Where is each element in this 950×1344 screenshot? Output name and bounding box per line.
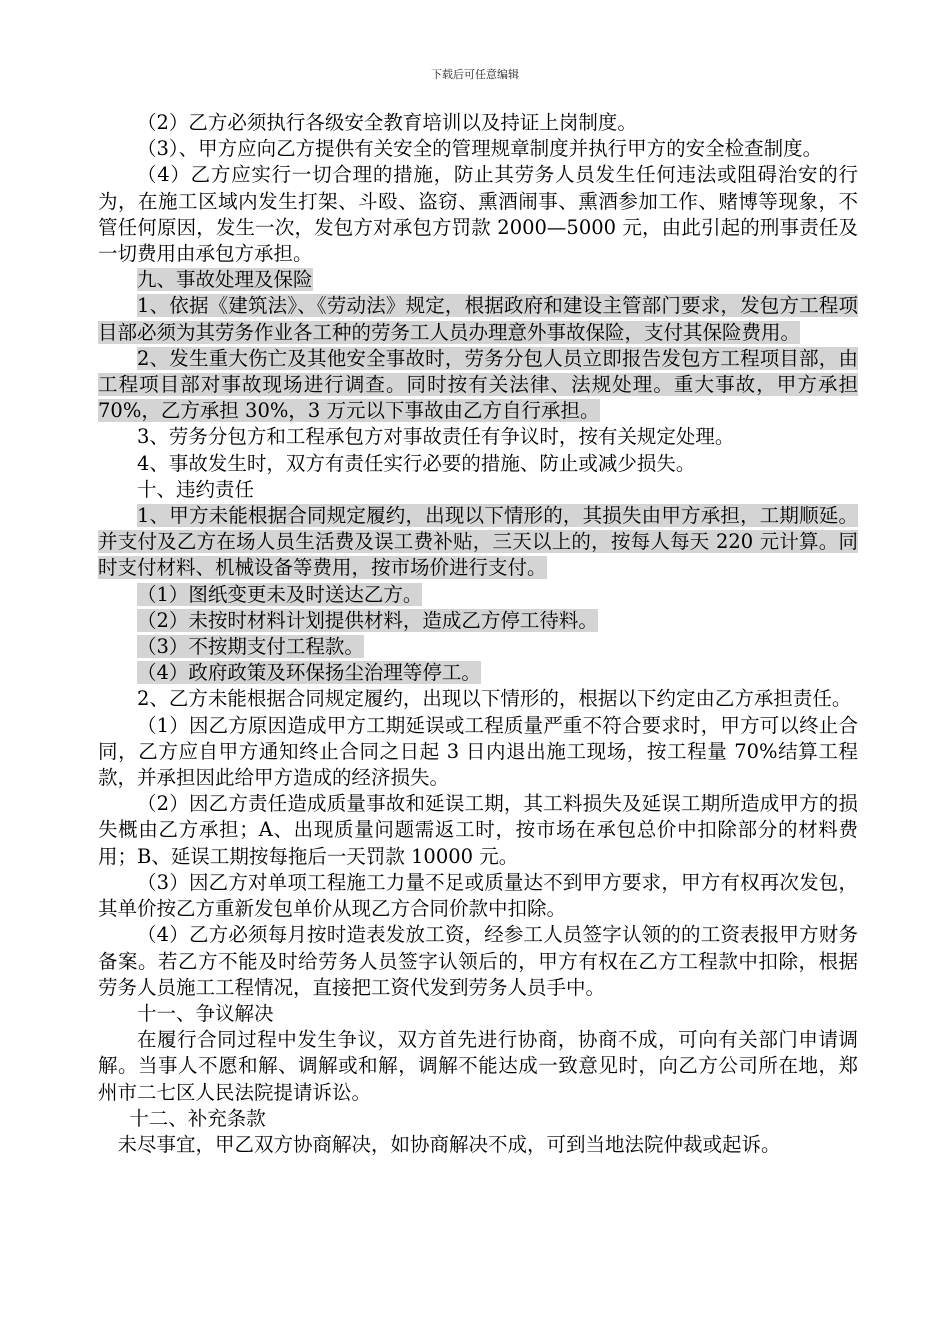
page-header: 下载后可任意编辑 [431, 68, 519, 81]
list-item-materials [98, 608, 858, 634]
paragraph-safety-rules [98, 136, 858, 162]
paragraph-quality-delay [98, 791, 858, 870]
section-heading-accident [98, 267, 858, 293]
document-body [98, 110, 858, 1158]
list-item-payment [98, 634, 858, 660]
paragraph-text: （4）乙方应实行一切合理的措施，防止其劳务人员发生任何违法或阻碍治安的行为，在施工区域内发生打架、斗殴、盗窃、熏酒闹事、熏酒参加工作、赌博等现象，不管任何原因，发生一次，发包方对承包方罚款 2000—5000 元，由此引起的刑事责任及一切费用由承包方承担。 [98, 163, 858, 266]
section-heading-supplementary [98, 1106, 858, 1132]
paragraph-loss-prevention [98, 451, 858, 477]
paragraph-party-a-breach [98, 503, 858, 582]
heading-text: 九、事故处理及保险 [137, 268, 313, 292]
paragraph-major-accident [98, 346, 858, 425]
heading-text: 十、违约责任 [137, 477, 255, 501]
paragraph-public-order [98, 162, 858, 267]
list-item-drawings [98, 582, 858, 608]
paragraph-resubcontract [98, 870, 858, 922]
paragraph-accident-insurance [98, 293, 858, 345]
section-heading-breach [98, 477, 858, 503]
paragraph-text: 1、甲方未能根据合同规定履约，出现以下情形的，其损失由甲方承担，工期顺延。并支付及乙方在场人员生活费及误工费补贴，三天以上的，按每人每天 220 元计算。同时支付材料、机械设备等费用，按市场价进行支付。 [98, 504, 858, 580]
list-item-text: （3）不按期支付工程款。 [137, 635, 364, 659]
paragraph-text: （2）乙方必须执行各级安全教育培训以及持证上岗制度。 [137, 111, 637, 134]
paragraph-wages [98, 922, 858, 1001]
paragraph-safety-training [98, 110, 858, 136]
paragraph-termination [98, 713, 858, 792]
paragraph-text: 2、乙方未能根据合同规定履约，出现以下情形的，根据以下约定由乙方承担责任。 [137, 687, 852, 711]
paragraph-party-b-breach [98, 686, 858, 712]
paragraph-text: 3、劳务分包方和工程承包方对事故责任有争议时，按有关规定处理。 [137, 425, 735, 449]
paragraph-supplementary [98, 1132, 858, 1158]
paragraph-text: （3）因乙方对单项工程施工力量不足或质量达不到甲方要求，甲方有权再次发包，其单价按乙方重新发包单价从现乙方合同价款中扣除。 [98, 870, 858, 921]
paragraph-text: 2、发生重大伤亡及其他安全事故时，劳务分包人员立即报告发包方工程项目部，由工程项目部对事故现场进行调查。同时按有关法律、法规处理。重大事故，甲方承担 70%，乙方承担 30%，3 万元以下事故由乙方自行承担。 [98, 346, 858, 423]
list-item-policy [98, 660, 858, 686]
paragraph-text: 未尽事宜，甲乙双方协商解决，如协商解决不成，可到当地法院仲裁或起诉。 [117, 1132, 781, 1156]
paragraph-text: （4）乙方必须每月按时造表发放工资，经参工人员签字认领的的工资表报甲方财务备案。若乙方不能及时给劳务人员签字认领后的，甲方有权在乙方工程款中扣除，根据劳务人员施工工程情况，直接把工资代发到劳务人员手中。 [98, 923, 858, 999]
list-item-text: （4）政府政策及环保扬尘治理等停工。 [137, 661, 481, 685]
section-heading-dispute [98, 1001, 858, 1027]
paragraph-text: （3）、甲方应向乙方提供有关安全的管理规章制度并执行甲方的安全检查制度。 [137, 137, 823, 161]
list-item-text: （1）图纸变更未及时送达乙方。 [137, 582, 423, 606]
paragraph-accident-dispute [98, 424, 858, 450]
paragraph-text: 4、事故发生时，双方有责任实行必要的措施、防止或减少损失。 [137, 451, 696, 475]
heading-text: 十一、争议解决 [137, 1001, 274, 1025]
paragraph-text: （2）因乙方责任造成质量事故和延误工期，其工料损失及延误工期所造成甲方的损失概由乙方承担；A、出现质量问题需返工时，按市场在承包总价中扣除部分的材料费用；B、延误工期按每拖后一天罚款 10000 元。 [98, 792, 858, 868]
list-item-text: （2）未按时材料计划提供材料，造成乙方停工待料。 [137, 608, 598, 632]
heading-text: 十二、补充条款 [129, 1106, 266, 1130]
paragraph-text: 1、依据《建筑法》、《劳动法》规定，根据政府和建设主管部门要求，发包方工程项目部必须为其劳务作业各工种的劳务工人员办理意外事故保险，支付其保险费用。 [98, 294, 858, 344]
paragraph-text: 在履行合同过程中发生争议，双方首先进行协商，协商不成，可向有关部门申请调解。当事人不愿和解、调解或和解，调解不能达成一致意见时，向乙方公司所在地，郑州市二七区人民法院提请诉讼。 [98, 1028, 858, 1104]
paragraph-dispute-resolution [98, 1027, 858, 1106]
paragraph-text: （1）因乙方原因造成甲方工期延误或工程质量严重不符合要求时，甲方可以终止合同，乙方应自甲方通知终止合同之日起 3 日内退出施工现场，按工程量 70%结算工程款，并承担因此给甲方造成的经济损失。 [98, 713, 858, 790]
